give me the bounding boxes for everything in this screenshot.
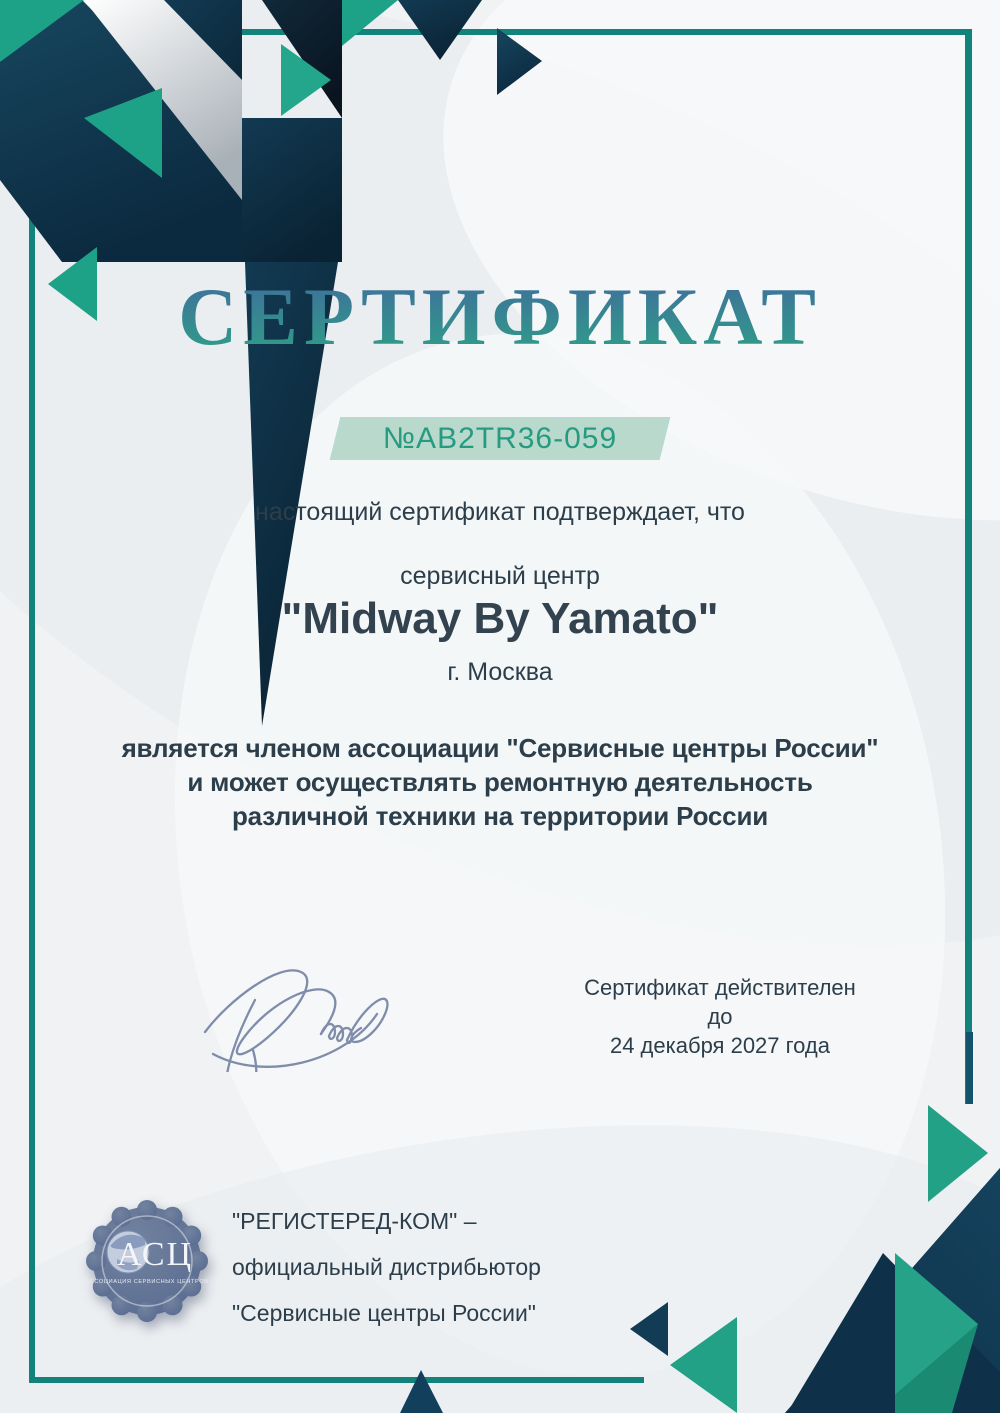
holder-type: сервисный центр [400,562,600,590]
validity-block [575,973,865,1060]
body-line: является членом ассоциации "Сервисные центры России" [121,733,879,763]
certificate-number-badge [330,417,671,460]
validity-line: 24 декабря 2027 года [609,1033,831,1058]
body-line: различной техники на территории России [231,801,769,831]
seal-acronym: АСЦ [116,1236,194,1273]
issuer-block [232,1208,541,1346]
issuer-line: "РЕГИСТЕРЕД-КОМ" – [232,1208,477,1234]
signature [195,942,395,1072]
seal-stamp [84,1198,210,1324]
certificate-number: №AB2TR36-059 [382,421,618,455]
seal-caption: АССОЦИАЦИЯ СЕРВИСНЫХ ЦЕНТРОВ [85,1279,209,1285]
holder-name: "Midway By Yamato" [281,594,719,643]
body-line: и может осуществлять ремонтную деятельность [187,767,813,797]
issuer-line: "Сервисные центры России" [232,1300,536,1326]
intro-text: настоящий сертификат подтверждает, что [255,498,745,526]
validity-line: Сертификат действителен до [584,975,856,1029]
certificate-title: СЕРТИФИКАТ [0,270,1000,364]
certificate-body [0,731,1000,833]
holder-city: г. Москва [447,658,553,686]
issuer-line: официальный дистрибьютор [232,1254,541,1280]
